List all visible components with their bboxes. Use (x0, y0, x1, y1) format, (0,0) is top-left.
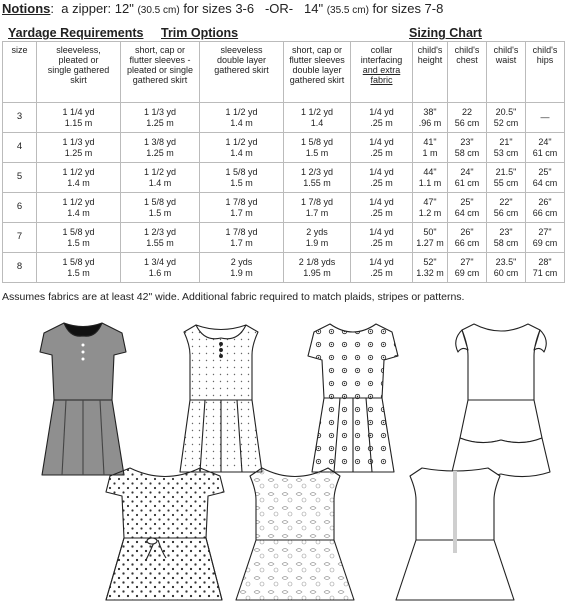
cell-c2: 1 2/3 yd 1.55 m (121, 223, 200, 253)
size-cell: 7 (3, 223, 37, 253)
table-row (3, 253, 565, 283)
trim-heading: Trim Options (161, 26, 239, 40)
cell-c3: 1 7/8 yd 1.7 m (200, 223, 284, 253)
size-cell: 4 (3, 133, 37, 163)
cell-c5: 1/4 yd .25 m (351, 193, 413, 223)
cell-c3: 1 1/2 yd 1.4 m (200, 133, 284, 163)
fabric-note: Assumes fabrics are at least 42" wide. Additional fabric required to match plaids, stripes or patterns. (2, 291, 465, 303)
cell-c2: 1 1/2 yd 1.4 m (121, 163, 200, 193)
zipper-b-for: for sizes 7-8 (372, 1, 444, 16)
cell-c3: 2 yds 1.9 m (200, 253, 284, 283)
cell-c2: 1 3/4 yd 1.6 m (121, 253, 200, 283)
cell-h: 50" 1.27 m (413, 223, 448, 253)
size-cell: 6 (3, 193, 37, 223)
cell-c5: 1/4 yd .25 m (351, 163, 413, 193)
dress-dotted-drawstring (106, 468, 224, 600)
zipper-text: a zipper: (61, 1, 112, 16)
cell-hp: 25" 64 cm (526, 163, 565, 193)
dress-illustrations (0, 310, 570, 603)
col-chest: child's chest (448, 42, 487, 103)
dress-grey-collar (40, 323, 126, 475)
col-sleeveless-double: sleeveless double layer gathered skirt (200, 42, 284, 103)
header-row (3, 42, 565, 103)
cell-h: 38" .96 m (413, 103, 448, 133)
cell-ch: 27" 69 cm (448, 253, 487, 283)
cell-h: 44" 1.1 m (413, 163, 448, 193)
cell-c4: 1 7/8 yd 1.7 m (284, 193, 351, 223)
cell-w: 22" 56 cm (487, 193, 526, 223)
col-size: size (3, 42, 37, 103)
cell-c1: 1 1/3 yd 1.25 m (37, 133, 121, 163)
cell-hp: 26" 66 cm (526, 193, 565, 223)
table-row (3, 223, 565, 253)
col-sleeveless-single: sleeveless, pleated or single gathered skirt (37, 42, 121, 103)
dress-polka-pleated (308, 324, 398, 472)
yardage-table (2, 41, 565, 283)
cell-hp: — (526, 103, 565, 133)
cell-hp: 24" 61 cm (526, 133, 565, 163)
cell-c3: 1 1/2 yd 1.4 m (200, 103, 284, 133)
notions-label: Notions (2, 1, 51, 16)
cell-c4: 2 1/8 yds 1.95 m (284, 253, 351, 283)
col-waist: child's waist (487, 42, 526, 103)
dress-back-zipper (396, 468, 514, 600)
dress-floral-print (236, 468, 354, 600)
cell-c2: 1 3/8 yd 1.25 m (121, 133, 200, 163)
notions-line (2, 1, 443, 16)
cell-c5: 1/4 yd .25 m (351, 103, 413, 133)
cell-c4: 1 2/3 yd 1.55 m (284, 163, 351, 193)
sizing-heading: Sizing Chart (409, 26, 482, 40)
col-sleeves-double: short, cap or flutter sleeves double layer gathered skirt (284, 42, 351, 103)
cell-ch: 24" 61 cm (448, 163, 487, 193)
cell-w: 21.5" 55 cm (487, 163, 526, 193)
table-body (3, 103, 565, 283)
dress-flutter-tiered (452, 324, 550, 477)
notions-colon: : (50, 1, 55, 16)
cell-w: 21" 53 cm (487, 133, 526, 163)
cell-h: 41" 1 m (413, 133, 448, 163)
cell-w: 20.5" 52 cm (487, 103, 526, 133)
cell-w: 23.5" 60 cm (487, 253, 526, 283)
table-row (3, 133, 565, 163)
cell-ch: 23" 58 cm (448, 133, 487, 163)
zipper-a-cm: (30.5 cm) (137, 5, 180, 16)
table-row (3, 193, 565, 223)
zipper-or: -OR- (264, 1, 294, 16)
cell-c4: 1 1/2 yd 1.4 (284, 103, 351, 133)
cell-hp: 28" 71 cm (526, 253, 565, 283)
cell-h: 52" 1.32 m (413, 253, 448, 283)
cell-c3: 1 5/8 yd 1.5 m (200, 163, 284, 193)
col-sleeves-single: short, cap or flutter sleeves - pleated or single gathered skirt (121, 42, 200, 103)
cell-c4: 1 5/8 yd 1.5 m (284, 133, 351, 163)
yardage-heading: Yardage Requirements (8, 26, 144, 40)
cell-ch: 26" 66 cm (448, 223, 487, 253)
cell-c5: 1/4 yd .25 m (351, 133, 413, 163)
zipper-b-cm: (35.5 cm) (326, 5, 369, 16)
cell-c4: 2 yds 1.9 m (284, 223, 351, 253)
cell-c2: 1 5/8 yd 1.5 m (121, 193, 200, 223)
cell-c5: 1/4 yd .25 m (351, 253, 413, 283)
table-row (3, 103, 565, 133)
col-height: child's height (413, 42, 448, 103)
cell-c3: 1 7/8 yd 1.7 m (200, 193, 284, 223)
cell-ch: 22 56 cm (448, 103, 487, 133)
cell-h: 47" 1.2 m (413, 193, 448, 223)
dress-dotted-collar (180, 325, 262, 472)
zipper-a: 12" (114, 1, 134, 16)
cell-c1: 1 1/2 yd 1.4 m (37, 163, 121, 193)
cell-ch: 25" 64 cm (448, 193, 487, 223)
col-hips: child's hips (526, 42, 565, 103)
cell-hp: 27" 69 cm (526, 223, 565, 253)
size-cell: 3 (3, 103, 37, 133)
col-collar: collar interfacing and extra fabric (351, 42, 413, 103)
cell-c1: 1 5/8 yd 1.5 m (37, 253, 121, 283)
zipper-a-for: for sizes 3-6 (183, 1, 255, 16)
cell-c1: 1 5/8 yd 1.5 m (37, 223, 121, 253)
cell-w: 23" 58 cm (487, 223, 526, 253)
cell-c2: 1 1/3 yd 1.25 m (121, 103, 200, 133)
size-cell: 8 (3, 253, 37, 283)
zipper-b: 14" (303, 1, 324, 16)
size-cell: 5 (3, 163, 37, 193)
cell-c5: 1/4 yd .25 m (351, 223, 413, 253)
cell-c1: 1 1/4 yd 1.15 m (37, 103, 121, 133)
cell-c1: 1 1/2 yd 1.4 m (37, 193, 121, 223)
table-row (3, 163, 565, 193)
